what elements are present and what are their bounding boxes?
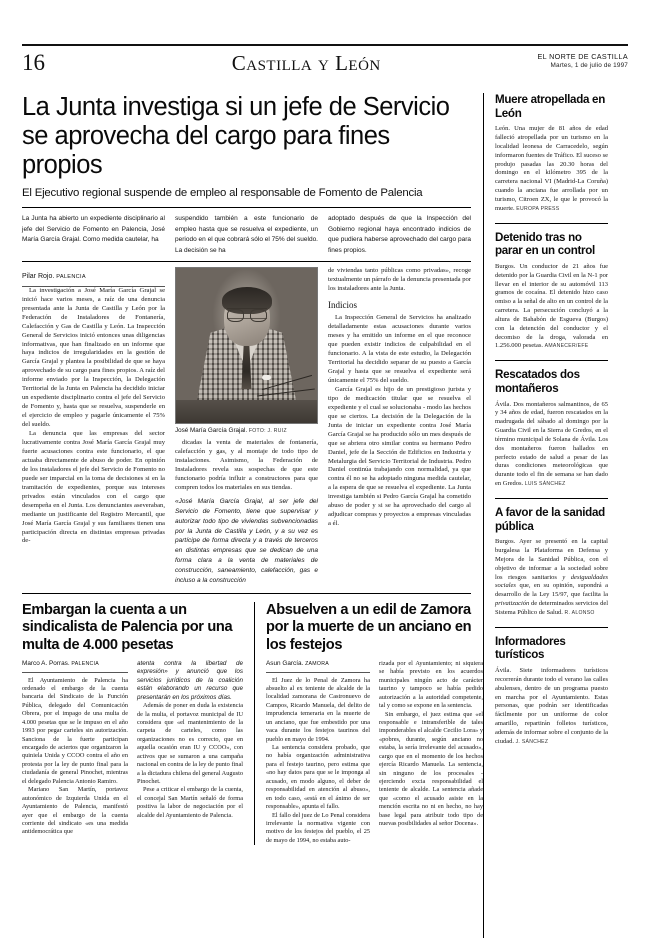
sidebar-divider bbox=[495, 627, 608, 628]
article-headline: Embargan la cuenta a un sindicalista de Palencia por una multa de 4.000 pesetas bbox=[22, 601, 233, 653]
glasses-icon bbox=[227, 308, 267, 319]
sidebar-divider bbox=[495, 223, 608, 224]
body-column-2 bbox=[175, 267, 318, 586]
publication-date: Martes, 1 de julio de 1997 bbox=[550, 61, 628, 69]
sidebar-source: EUROPA PRESS bbox=[516, 205, 560, 212]
byline-place: ZAMORA bbox=[305, 660, 330, 667]
lead-subheadline: El Ejecutivo regional suspende de empleo al responsable de Fomento de Palencia bbox=[22, 187, 471, 208]
body-paragraph: rizada por el Ayuntamiento; ni siquiera se había previsto en los acuerdos municipales ningún acto de carácter taurino y tampoco se había pedido autorización a la autoridad competente, tal y como se expone en la sentencia. bbox=[379, 659, 483, 710]
body-paragraph: La denuncia que las empresas del sector lucrativamente contra José María García Grajal muy fuerte acusaciones contra este funcionario, el que actuaba directamente de abuso de poder. En opinión de los instaladores el jefe del Servicio de Fomento no puede ser imparcial en la toma de decisiones si en la tramitación de expedientes, porque sus intereses privados están vinculados con el cargo que desempeña en el Junta. Los denunciantes aseveraban, mediante un justificante del Registro Mercantil, que José María García Grajal y sus familiares tienen una participación directa en distintas empresas privadas de- bbox=[22, 430, 165, 545]
page-folio-number: 16 bbox=[22, 50, 45, 75]
article-col-2 bbox=[137, 660, 243, 837]
article-headline: Absuelven a un edil de Zamora por la muerte de un anciano en los festejos bbox=[266, 601, 472, 653]
main-column bbox=[22, 93, 484, 938]
sidebar-item-detenido bbox=[495, 231, 608, 352]
lead-col-2: suspendido también a este funcionario de empleo hasta que se resuelva el expediente, un periodo en el que cobrará sólo el 75% del sueldo. La decisión se ha bbox=[175, 215, 318, 254]
byline-place: PALENCIA bbox=[56, 274, 86, 281]
section-divider bbox=[22, 593, 471, 594]
lead-byline bbox=[22, 272, 165, 287]
sidebar-item-informadores bbox=[495, 635, 608, 747]
article-col-1 bbox=[266, 660, 370, 845]
paper-name: EL NORTE DE CASTILLA bbox=[537, 52, 628, 61]
sidebar-headline: Informadores turísticos bbox=[495, 634, 566, 662]
body-paragraph: García Grajal es hijo de un prestigioso jurista y tipo de medicación titular que se resuelva el expediente y el cual se solucionaba - modo las hechos que se ciertos. La decisión de la Delegación de la Junta de iniciar un expediente contra José María García Grajal se ha producido sólo un mes después de que se abriera otro similar contra su hermano Pedro Daniel, jefe de la Sección de Edificios en Industria y Metalurgia del Servicio Territorial de Industria. Pedro Daniel continúa trabajando con normalidad, ya que contra él no se ha adoptado ninguna medida cautelar, a la espera de que se resuelva el expediente. La Junta investiga también si Pedro García Grajal ha cometido abuso de poder y si se ha aprovechado del cargo al adjudicar compras y proyectos a empresas vinculadas a él. bbox=[328, 385, 471, 528]
article-embargan bbox=[22, 602, 243, 845]
lead-body-region bbox=[22, 267, 471, 586]
photo-table bbox=[176, 400, 317, 423]
sidebar-text: Ávila. Siete informadores turísticos recorrerán durante todo el verano las calles abulenses, dentro de un programa puesto en marcha por el Ayuntamiento. Estas personas, que podrán ser identificadas fácilmente por un uniforme de color amarillo, repartirán folletos turísticos, además de informar sobre el conjunto de la ciudad. bbox=[495, 667, 608, 745]
sidebar-source: AMANECER/EFE bbox=[544, 343, 589, 350]
article-byline bbox=[266, 660, 370, 673]
lead-headline: La Junta investiga si un jefe de Servicio se aprovecha del cargo para fines propios bbox=[22, 93, 450, 179]
body-paragraph: Además de poner en duda la existencia de la multa, el portavoz municipal de IU considera que «el mantenimiento de la carpeta de carteles, como las organizaciones no es correcto, que en aquella ocasión eran IU y CCOO», con activos que se sumaron a una campaña nacional en contra de la ley de punto final a la dictadura chilena del general Augusto Pinochet. bbox=[137, 702, 243, 786]
byline-author: Asun García. bbox=[266, 659, 304, 667]
sidebar-source: R. ALONSO bbox=[564, 609, 595, 616]
sidebar-body bbox=[495, 401, 608, 489]
lead-col-3: adoptado después de que la Inspección del Gobierno regional haya encontrado indicios de que pudiera haberse aprovechado del cargo para fines propios. bbox=[328, 215, 471, 254]
body-paragraph: de viviendas tanto públicas como privadas», recoge textualmente un párrafo de la denuncia presentada por los instaladores ante la Junta. bbox=[328, 267, 471, 293]
body-paragraph: Sin embargo, el juez estima que «el responsable e intransferible de tales imponderables el alcalde Cecilio Lora» y «pobres, durante, según anciano no estaba, la sería irrelevante del acusado», cargo que en el momento de los hechos ejercía Ricardo Manuela. La sentencia, sin ninguno de los procesales - ejerciendo excia responsabilidad el teniente de alcalde. La sentencia añade que «como el acusado asiste en la mención escrita no ni en hecho, no hay base legal para atribuir todo tipo de nuevas posibilidades al señor Docena». bbox=[379, 710, 483, 828]
article-columns bbox=[22, 660, 243, 837]
body-column-3 bbox=[328, 267, 471, 586]
body-paragraph: La Inspección General de Servicios ha analizado detalladamente estas acusaciones durante varios meses y ha emitido un informe en el que reconoce que pueden existir indicios de culpabilidad en el funcionario. A la vista de este estudio, la Delegación Territorial ha decidido separar de su puesto a García Grajal y hasta que se resuelva el expediente será únicamente el 75% del sueldo. bbox=[328, 314, 471, 384]
sidebar-headline: Detenido tras no parar en un control bbox=[495, 230, 595, 258]
article-col-1 bbox=[22, 660, 128, 837]
masthead-info bbox=[538, 51, 628, 70]
sidebar-text: Burgos. Ayer se presentó en la capital burgalesa la Plataforma en Defensa y Mejora de la Sanidad Pública, con el objetivo de informar a la sociedad sobre los riesgos sanitarios bbox=[495, 538, 608, 581]
lead-paragraph bbox=[22, 214, 471, 262]
sidebar-item-sanidad-publica bbox=[495, 506, 608, 618]
sidebar-divider bbox=[495, 498, 608, 499]
sidebar-headline: Muere atropellada en León bbox=[495, 93, 605, 120]
photo-garcia-grajal bbox=[175, 267, 318, 424]
microphone-head bbox=[262, 375, 271, 380]
caption-text: José María García Grajal. bbox=[175, 426, 248, 434]
photo-caption bbox=[175, 427, 318, 436]
sidebar-text-italic: privatización bbox=[495, 600, 530, 608]
byline-author: Marco A. Porras. bbox=[22, 659, 70, 667]
body-subhead: Indicios bbox=[328, 300, 357, 311]
sidebar-text: Burgos. Un conductor de 21 años fue detenido por la Guardia Civil en la N-1 por llevar en el interior de su automóvil 113 gramos de cocaína. El detenido hizo caso omiso a la señal de alto en un control de la carretera. La persecución concluyó a la altura de Bahabón de Esgueva (Burgos) con la detención del conductor y el decomiso de la droga, valorada en 1.256.000 pesetas. bbox=[495, 262, 608, 350]
sidebar-item-muere-atropellada bbox=[495, 93, 608, 214]
body-paragraph: El Juez de lo Penal de Zamora ha absuelto al ex teniente de alcalde de la localidad zamorana de Castronuevo de Campos, Ricardo Manuela, del delito de imprudencia temeraria en la muerte de un anciano, que fue embestido por una vaca durante los festejos taurinos del pueblo en mayo de 1994. bbox=[266, 676, 370, 743]
sidebar-body bbox=[495, 263, 608, 351]
body-paragraph: atenta contra la libertad de expresión» y anunció que los servicios jurídicos de la coalición están elaborando un recurso que presentarán en los próximos días. bbox=[137, 659, 243, 701]
sidebar-source: LUIS SÁNCHEZ bbox=[524, 481, 566, 488]
sidebar-text: que, en su opinión, supondrá a desarrollo de la Ley 15/97, que facilita la bbox=[495, 582, 608, 599]
article-byline bbox=[22, 660, 128, 673]
sidebar-column bbox=[484, 93, 608, 938]
body-paragraph: Mariano San Martín, portavoz autonómico de Izquierda Unida en el Ayuntamiento de Palencia, manifestó ayer que el embargo de la cuenta corriente del sindicato «es una medida antidemocrática que bbox=[22, 786, 128, 836]
article-absuelven bbox=[254, 602, 483, 845]
sidebar-divider bbox=[495, 360, 608, 361]
sidebar-source: J. SÁNCHEZ bbox=[515, 738, 549, 745]
sidebar-text: de determinados servicios del Sistema Público de Salud. bbox=[495, 600, 609, 616]
section-title: Castilla y León bbox=[231, 51, 381, 75]
page-content bbox=[22, 93, 628, 938]
sidebar-headline: A favor de la sanidad pública bbox=[495, 505, 605, 533]
sidebar-text-italic: y desigualdades sociales bbox=[495, 573, 608, 590]
photo-figure bbox=[175, 267, 318, 435]
sidebar-body bbox=[495, 538, 608, 617]
lead-col-1: La Junta ha abierto un expediente disciplinario al jefe del Servicio de Fomento en Palencia, José María García Grajal. Como medida cautelar, ha bbox=[22, 215, 165, 244]
byline-place: PALENCIA bbox=[71, 660, 100, 667]
article-columns bbox=[266, 660, 483, 845]
sidebar-headline: Rescatados dos montañeros bbox=[495, 368, 580, 395]
photo-credit: FOTO: J. RUIZ bbox=[248, 427, 287, 434]
body-column-1 bbox=[22, 267, 165, 586]
body-paragraph: dicadas la venta de materiales de fontanería, calefacción y gas, y al montaje de todo tipo de instalaciones. Asimismo, la Federación de Instaladores revela sus sospechas de que este funcionario podría influir a constructores para que compren todos los materiales en sus tiendas. bbox=[175, 439, 318, 492]
masthead bbox=[22, 44, 628, 84]
body-paragraph: El fallo del juez de Lo Penal considera irrelevante la normativa vigente con motivo de los festejos del pueblo, el 25 de mayo de 1994, no estaba auto- bbox=[266, 811, 370, 844]
sidebar-item-rescatados bbox=[495, 368, 608, 489]
byline-author: Pilar Rojo. bbox=[22, 273, 55, 281]
body-paragraph: La sentencia considera probado, que no había organización administrativa para el festejo taurino, pero estima que «no hay datos para que se le imponga al acusado, en modo alguno, el deber de responsabilidad en atención al abuso», en todo caso, «está en el ánimo de ser responsable», apunta el fallo. bbox=[266, 744, 370, 811]
sidebar-text: Ávila. Dos montañeros salmantinos, de 65 y 34 años de edad, fueron rescatados en la madrugada del sábado al domingo por la Guardia Civil en la Sierra de Gredos, en el término municipal de Solana de Ávila. Los dos montañeros fueron hallados en perfecto estado de salud a pesar de las duras condiciones meteorológicas que durante todo el fin de semana se han dado en Gredos. bbox=[495, 400, 608, 488]
article-col-2 bbox=[379, 660, 483, 845]
sidebar-body bbox=[495, 667, 608, 746]
sidebar-text: León. Una mujer de 81 años de edad falleció atropellada por un turismo en la localidad leonesa de Carracedelo, según informaron fuentes de Tráfico. El suceso se produjo pasadas las 20.30 horas del domingo en el kilómetro 395 de la carretera nacional VI (Madrid-La Coruña) cuando la anciana fue arrollada por un turismo, Citroen ZX, le que le provocó la muerte. bbox=[495, 125, 608, 212]
body-paragraph: La investigación a José María García Grajal se inició hace varios meses, a raíz de una denuncia presentada ante la Junta de Castilla y León por la Federación de Instaladores de Fontanería, Calefacción y Gas de Castilla y León. La Inspección General de Servicios inició entonces unas diligencias informativas, que han finalizado en un informe que haya indicios de irregularidades en la gestión de García Grajal y plantea la posibilidad de que se haya aprovechado de su cargo para fines propios. A raíz del informe enviado por la Inspección, la Delegación Territorial de la Junta en Palencia ha decidido iniciar un expediente disciplinario contra el jefe del Servicio de Fomento y, hasta que se resuelva, suspenderle en el ejercicio de empleo y pagarle únicamente el 75% del sueldo. bbox=[22, 286, 165, 429]
bottom-articles bbox=[22, 601, 483, 845]
body-paragraph: Pese a criticar el embargo de la cuenta, el concejal San Martín señaló de forma positiva la labor de negociación por el alcalde del Ayuntamiento de Palencia. bbox=[137, 786, 243, 819]
sidebar-body bbox=[495, 125, 608, 213]
body-paragraph: El Ayuntamiento de Palencia ha ordenado el embargo de la cuenta bancaria del Sindicato de la Función Pública, delegado del Comunicación Obrera, por el impago de una multa de 4.000 pesetas que se le impuso en el año 1993 por pegar carteles sin autorización. Sanciona de la fuerte participan encargado de aciertos que organizaron la quiniela Unida y CCOO contra el año en protesta por la ley de punto final para la ciudadanía de general Pinochet, mientras el delegado Palencia Antonio Ramiro. bbox=[22, 676, 128, 785]
pull-quote: «José María García Grajal, al ser jefe del Servicio de Fomento, tiene que supervisar y autorizar todo tipo de viviendas subvencionadas por la Junta de Castilla y León, y a su vez es partícipe de forma directa y a través de terceros en distintas empresas que se dedican de una forma clara a la venta de materiales de construcción, saneamiento, calefacción, gas e incluso a la construcción bbox=[175, 497, 318, 584]
